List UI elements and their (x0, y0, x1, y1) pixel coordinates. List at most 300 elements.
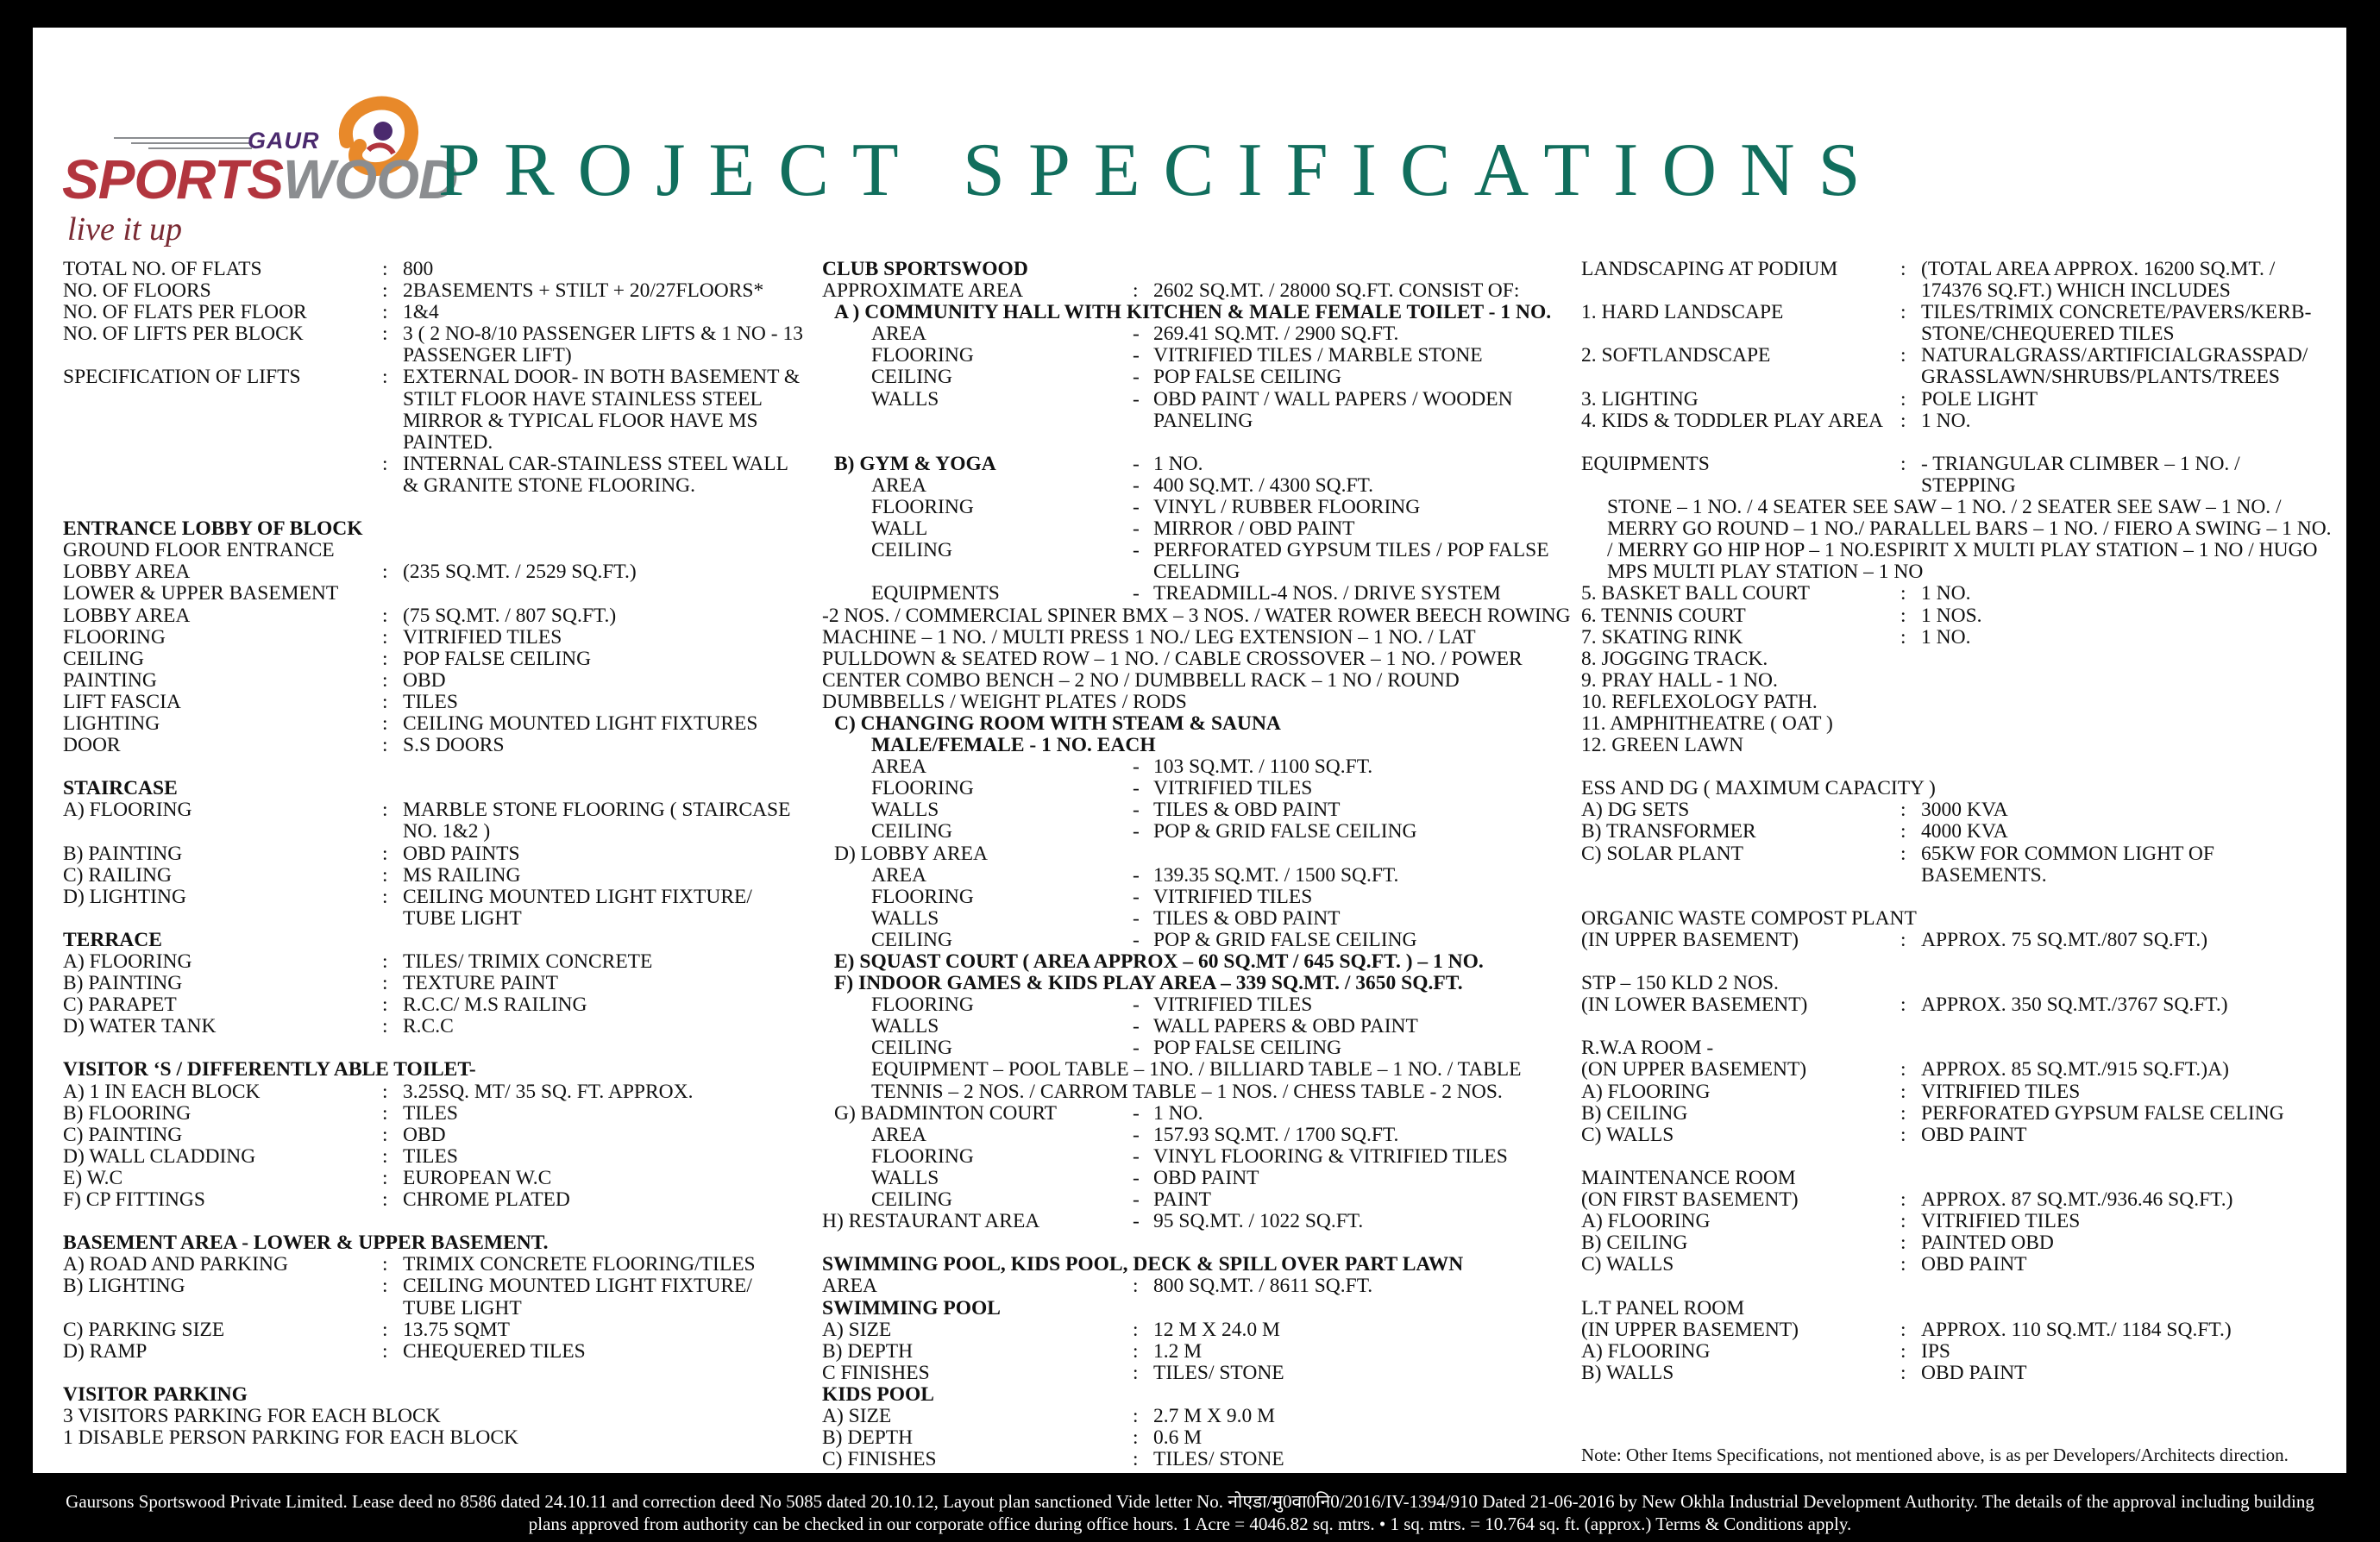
specification-sheet (33, 28, 2346, 1473)
separator: : (1133, 1318, 1139, 1341)
spacer (63, 497, 805, 518)
spec-value: VITRIFIED TILES (1921, 1210, 2081, 1233)
logo-wood-text: WOOD (283, 148, 458, 210)
separator: - (1133, 1123, 1140, 1146)
spec-label: D) WALL CLADDING (63, 1144, 256, 1168)
legal-footer (0, 1490, 2380, 1535)
spec-label: TOTAL NO. OF FLATS (63, 258, 262, 280)
separator: : (1900, 1318, 1906, 1341)
spec-label: WALLS (871, 906, 939, 930)
spec-label: A) FLOORING (63, 799, 192, 822)
separator: : (1900, 1188, 1906, 1212)
spec-row (63, 843, 805, 865)
spec-value: CEILING MOUNTED LIGHT FIXTURE/ TUBE LIGHT (403, 885, 752, 930)
spec-row (822, 1341, 1581, 1363)
separator: : (382, 885, 388, 908)
spec-value: S.S DOORS (403, 734, 505, 757)
spec-row (63, 1189, 805, 1211)
separator: - (1133, 517, 1140, 541)
spec-row (1581, 259, 2332, 302)
spec-row (63, 367, 805, 453)
section-heading: VISITOR PARKING (63, 1382, 248, 1406)
subsection-heading: F) INDOOR GAMES & KIDS PLAY AREA – 339 SQ.MT. / 3650 SQ.FT. (834, 972, 1463, 995)
text-line: STP – 150 KLD 2 NOS. (1581, 972, 1779, 995)
spec-label: LOBBY AREA (63, 604, 191, 627)
spec-label: A) FLOORING (63, 950, 192, 973)
legal-line-1: Gaursons Sportswood Private Limited. Lease deed no 8586 dated 24.10.11 and correction deed No 5085 dated 20.10.12, Layout plan sanctioned Vide letter No. नोएडा/मु0वा0नि0/2016/IV-1394/910 Dated 21-06-2016 by New Okhla Industrial Development Authority. The details of the approval including building (66, 1491, 2314, 1512)
section-heading: KIDS POOL (822, 1382, 934, 1406)
spec-value: PERFORATED GYPSUM TILES / POP FALSE CELLING (1153, 539, 1549, 584)
separator: - (1133, 366, 1140, 389)
spec-row (822, 994, 1581, 1016)
spec-label: B) TRANSFORMER (1581, 820, 1756, 843)
spec-label: NO. OF LIFTS PER BLOCK (63, 323, 304, 346)
spec-row (822, 865, 1581, 887)
spec-value: APPROX. 350 SQ.MT./3767 SQ.FT.) (1921, 994, 2228, 1017)
spec-value: OBD PAINT (1153, 1166, 1259, 1189)
spec-label: B) CEILING (1581, 1101, 1688, 1125)
spec-label: GROUND FLOOR ENTRANCE (63, 539, 335, 562)
text-line: MAINTENANCE ROOM (1581, 1166, 1796, 1189)
text-line: 10. REFLEXOLOGY PATH. (1581, 690, 1818, 713)
spec-row (822, 1449, 1581, 1470)
spec-value: 3 ( 2 NO-8/10 PASSENGER LIFTS & 1 NO - 13 PASSENGER LIFT) (403, 323, 803, 367)
spec-label: AREA (822, 1275, 877, 1298)
separator: : (382, 1188, 388, 1212)
spec-value: VINYL / RUBBER FLOORING (1153, 496, 1421, 519)
spec-label: AREA (871, 473, 926, 497)
legal-line-2: plans approved from authority can be checked in our corporate office during office hours. 1 Acre = 4046.82 sq. mtrs. • 1 sq. mtrs. = 10.764 sq. ft. (approx.) Terms & Conditions apply. (528, 1514, 1852, 1534)
separator: : (1900, 1101, 1906, 1125)
separator: : (1900, 799, 1906, 822)
spec-label: FLOORING (871, 994, 974, 1017)
separator: - (1133, 344, 1140, 367)
spec-label: B) PAINTING (63, 972, 183, 995)
spec-value: 800 SQ.MT. / 8611 SQ.FT. (1153, 1275, 1373, 1298)
spec-value: PAINTED OBD (1921, 1232, 2054, 1255)
separator: - (1133, 1037, 1140, 1060)
spec-row (822, 345, 1581, 367)
gaur-sportswood-logo (62, 64, 458, 248)
spec-row (822, 778, 1581, 799)
spec-label: EQUIPMENTS (871, 582, 1000, 605)
spec-row (63, 713, 805, 735)
spec-row (1581, 345, 2332, 388)
spec-row (63, 973, 805, 994)
spec-row (63, 799, 805, 843)
spec-label: SPECIFICATION OF LIFTS (63, 366, 301, 389)
spec-label: A) ROAD AND PARKING (63, 1253, 288, 1276)
spec-label: C) RAILING (63, 863, 172, 887)
spec-value: OBD PAINT / WALL PAPERS / WOODEN PANELING (1153, 387, 1513, 432)
spec-row (1581, 411, 2332, 432)
spec-value: MS RAILING (403, 863, 521, 887)
spec-value: TILES/TRIMIX CONCRETE/PAVERS/KERB-STONE/CHEQUERED TILES (1921, 301, 2312, 346)
spec-value: 139.35 SQ.MT. / 1500 SQ.FT. (1153, 863, 1399, 887)
spec-row (1581, 1189, 2332, 1211)
separator: : (382, 323, 388, 346)
spec-label: WALL (871, 517, 928, 541)
spec-label: LANDSCAPING AT PODIUM (1581, 258, 1838, 280)
spec-label: CEILING (871, 1037, 952, 1060)
separator: : (1900, 387, 1906, 411)
separator: : (382, 734, 388, 757)
spec-value: VITRIFIED TILES (403, 625, 562, 649)
spec-value: INTERNAL CAR-STAINLESS STEEL WALL & GRANITE STONE FLOORING. (403, 452, 788, 497)
spec-row (822, 323, 1581, 345)
spacer (1581, 432, 2332, 454)
spec-value: OBD PAINTS (403, 842, 520, 865)
spec-row (1581, 821, 2332, 843)
spec-label: LIGHTING (63, 711, 160, 735)
separator: : (382, 647, 388, 670)
spec-row (63, 323, 805, 367)
separator: - (1133, 496, 1140, 519)
spec-label: WALLS (871, 387, 939, 411)
subsection-heading: E) SQUAST COURT ( AREA APPROX – 60 SQ.MT / 645 SQ.FT. ) – 1 NO. (834, 950, 1484, 973)
spec-value: TILES/ STONE (1153, 1361, 1284, 1384)
spec-value: TILES & OBD PAINT (1153, 799, 1341, 822)
text-line: 8. JOGGING TRACK. (1581, 647, 1768, 670)
spec-value: 2.7 M X 9.0 M (1153, 1404, 1276, 1427)
separator: - (1133, 885, 1140, 908)
spec-value: 3000 KVA (1921, 799, 2008, 822)
spec-row (822, 1103, 1581, 1125)
spec-value: 95 SQ.MT. / 1022 SQ.FT. (1153, 1210, 1364, 1233)
separator: : (1133, 1426, 1139, 1450)
spec-row (63, 1081, 805, 1103)
spec-value: POP FALSE CEILING (403, 647, 592, 670)
spec-value: MIRROR / OBD PAINT (1153, 517, 1355, 541)
spacer (63, 1211, 805, 1232)
spec-label: 2. SOFTLANDSCAPE (1581, 344, 1771, 367)
spec-row (1581, 1059, 2332, 1081)
spec-value: TREADMILL-4 NOS. / DRIVE SYSTEM (1153, 582, 1501, 605)
spec-label: D) LIGHTING (63, 885, 186, 908)
spec-value: VITRIFIED TILES (1153, 885, 1313, 908)
text-line: STONE – 1 NO. / 4 SEATER SEE SAW – 1 NO. / 2 SEATER SEE SAW – 1 NO. / MERRY GO ROUND – 1 NO./ PARALLEL BARS – 1 NO. / FIERO A SWING – 1 NO. / MERRY GO HIP HOP – 1 NO.ESPIRIT X MULTI PLAY STATION – 1 NO / HUGO MPS MULTI PLAY STATION – 1 NO (1607, 496, 2332, 584)
spec-row (1581, 454, 2332, 497)
spec-row (822, 518, 1581, 540)
spec-row (63, 454, 805, 497)
spec-label: C) WALLS (1581, 1253, 1674, 1276)
spec-label: WALLS (871, 799, 939, 822)
spec-label: (IN LOWER BASEMENT) (1581, 994, 1808, 1017)
spec-value: 157.93 SQ.MT. / 1700 SQ.FT. (1153, 1123, 1399, 1146)
spec-row (822, 1037, 1581, 1059)
spec-value: 1 NO. (1921, 625, 1971, 649)
spec-label: B) FLOORING (63, 1101, 192, 1125)
spec-row (63, 1276, 805, 1319)
spec-value: 800 (403, 258, 434, 280)
spacer (1581, 756, 2332, 778)
spec-row (822, 1363, 1581, 1384)
separator: : (1133, 1404, 1139, 1427)
spec-label: CEILING (871, 820, 952, 843)
spec-value: TILES (403, 690, 458, 713)
separator: : (1900, 625, 1906, 649)
footnote: Note: Other Items Specifications, not mentioned above, is as per Developers/Architects direction. (1581, 1445, 2289, 1465)
separator: : (382, 1015, 388, 1038)
spec-label: G) BADMINTON COURT (834, 1101, 1057, 1125)
spec-row (1581, 1319, 2332, 1341)
section-heading: STAIRCASE (63, 777, 178, 800)
spec-label: B) DEPTH (822, 1339, 914, 1363)
spec-value: PERFORATED GYPSUM FALSE CELING (1921, 1101, 2284, 1125)
spec-label: FLOORING (871, 1144, 974, 1168)
spec-value: 1 NOS. (1921, 604, 1982, 627)
spec-label: (IN UPPER BASEMENT) (1581, 1318, 1799, 1341)
spec-value: 4000 KVA (1921, 820, 2008, 843)
spec-value: APPROX. 87 SQ.MT./936.46 SQ.FT.) (1921, 1188, 2233, 1212)
spacer (1581, 951, 2332, 973)
spacer (822, 432, 1581, 454)
text-line: 3 VISITORS PARKING FOR EACH BLOCK (63, 1404, 441, 1427)
spec-row (63, 1146, 805, 1168)
spec-label: A) 1 IN EACH BLOCK (63, 1080, 261, 1103)
spec-value: OBD (403, 668, 446, 692)
separator: : (382, 842, 388, 865)
separator: - (1133, 994, 1140, 1017)
spec-row (63, 1168, 805, 1189)
spec-label: CEILING (871, 1188, 952, 1212)
spec-value: NATURALGRASS/ARTIFICIALGRASSPAD/ GRASSLAWN/SHRUBS/PLANTS/TREES (1921, 344, 2308, 389)
text-line: ESS AND DG ( MAXIMUM CAPACITY ) (1581, 777, 1936, 800)
spec-value: VITRIFIED TILES (1153, 777, 1313, 800)
spec-row (63, 1125, 805, 1146)
spec-value: IPS (1921, 1339, 1950, 1363)
spec-label: B) CEILING (1581, 1232, 1688, 1255)
spec-value: 12 M X 24.0 M (1153, 1318, 1280, 1341)
column-landscape (1581, 259, 2332, 1384)
spec-value: VITRIFIED TILES (1921, 1080, 2081, 1103)
spec-row (1581, 1211, 2332, 1232)
separator: : (1900, 994, 1906, 1017)
separator: : (382, 799, 388, 822)
spec-row (63, 951, 805, 973)
separator: : (1900, 409, 1906, 432)
section-heading: BASEMENT AREA - LOWER & UPPER BASEMENT. (63, 1232, 549, 1255)
spec-label: FLOORING (871, 496, 974, 519)
spec-row (63, 302, 805, 323)
spec-row (63, 627, 805, 649)
separator: : (382, 690, 388, 713)
spec-value: 103 SQ.MT. / 1100 SQ.FT. (1153, 755, 1373, 779)
separator: - (1133, 1210, 1140, 1233)
separator: : (1900, 301, 1906, 324)
spec-value: VITRIFIED TILES (1153, 994, 1313, 1017)
spec-row (63, 1103, 805, 1125)
separator: : (1900, 1253, 1906, 1276)
section-heading: CLUB SPORTSWOOD (822, 258, 1028, 280)
section-heading: ENTRANCE LOBBY OF BLOCK (63, 517, 363, 541)
separator: : (382, 604, 388, 627)
separator: : (382, 1339, 388, 1363)
logo-tagline: live it up (67, 211, 182, 248)
spec-row (822, 821, 1581, 843)
separator: : (1133, 1361, 1139, 1384)
spec-value: TILES/ STONE (1153, 1448, 1284, 1471)
separator: - (1133, 1166, 1140, 1189)
logo-sports-text: SPORTS (62, 148, 283, 210)
separator: : (382, 668, 388, 692)
spec-value: VINYL FLOORING & VITRIFIED TILES (1153, 1144, 1508, 1168)
spec-row (63, 994, 805, 1016)
spacer (1581, 1276, 2332, 1297)
spec-label: EQUIPMENTS (1581, 452, 1710, 475)
separator: : (1133, 279, 1139, 303)
separator: - (1133, 1144, 1140, 1168)
logo-wordmark (62, 148, 458, 210)
spec-label: CEILING (63, 647, 144, 670)
separator: - (1133, 323, 1140, 346)
spec-value: 3.25SQ. MT/ 35 SQ. FT. APPROX. (403, 1080, 694, 1103)
spec-row (63, 670, 805, 692)
separator: : (1900, 1058, 1906, 1081)
spec-label: C) SOLAR PLANT (1581, 842, 1744, 865)
spec-value: PAINT (1153, 1188, 1212, 1212)
spec-row (1581, 799, 2332, 821)
section-heading: SWIMMING POOL (822, 1296, 1001, 1319)
spec-row (822, 1168, 1581, 1189)
spec-value: 65KW FOR COMMON LIGHT OF BASEMENTS. (1921, 842, 2214, 887)
spec-value: APPROX. 85 SQ.MT./915 SQ.FT.)A) (1921, 1058, 2229, 1081)
spec-label: 4. KIDS & TODDLER PLAY AREA (1581, 409, 1883, 432)
section-heading: TERRACE (63, 928, 162, 951)
spec-row (63, 605, 805, 627)
spec-label: FLOORING (871, 885, 974, 908)
spec-row (1581, 843, 2332, 887)
spec-row (822, 280, 1581, 302)
spec-value: APPROX. 110 SQ.MT./ 1184 SQ.FT.) (1921, 1318, 2232, 1341)
spacer (1581, 1016, 2332, 1037)
separator: : (382, 1101, 388, 1125)
spec-value: OBD PAINT (1921, 1123, 2027, 1146)
spec-row (1581, 302, 2332, 345)
subsection-heading: MALE/FEMALE - 1 NO. EACH (871, 734, 1156, 757)
spec-value: 0.6 M (1153, 1426, 1203, 1450)
spec-label: 6. TENNIS COURT (1581, 604, 1746, 627)
spec-label: LOWER & UPPER BASEMENT (63, 582, 339, 605)
spec-row (63, 692, 805, 713)
spec-row (822, 887, 1581, 908)
spec-row (822, 1427, 1581, 1449)
spacer (1581, 887, 2332, 908)
spec-row (822, 1189, 1581, 1211)
spec-value: OBD (403, 1123, 446, 1146)
spec-row (822, 930, 1581, 951)
spec-row (822, 1276, 1581, 1297)
spec-label: C) WALLS (1581, 1123, 1674, 1146)
spec-row (822, 908, 1581, 930)
separator: : (1900, 344, 1906, 367)
spec-value: TILES & OBD PAINT (1153, 906, 1341, 930)
spec-value: CHROME PLATED (403, 1188, 570, 1212)
separator: : (1900, 452, 1906, 475)
separator: - (1133, 582, 1140, 605)
spec-value: POP FALSE CEILING (1153, 366, 1342, 389)
spec-label: D) WATER TANK (63, 1015, 217, 1038)
spec-label: C) FINISHES (822, 1448, 937, 1471)
spec-label: LOBBY AREA (63, 561, 191, 584)
separator: : (382, 561, 388, 584)
column-club (822, 259, 1581, 1470)
separator: - (1133, 452, 1140, 475)
separator: - (1133, 777, 1140, 800)
text-line: ORGANIC WASTE COMPOST PLANT (1581, 906, 1917, 930)
spec-label: APPROXIMATE AREA (822, 279, 1024, 303)
spec-row (822, 1211, 1581, 1232)
separator: - (1133, 906, 1140, 930)
spec-value: VITRIFIED TILES / MARBLE STONE (1153, 344, 1483, 367)
spec-value: R.C.C/ M.S RAILING (403, 994, 587, 1017)
spec-value: (75 SQ.MT. / 807 SQ.FT.) (403, 604, 617, 627)
spec-label: A) SIZE (822, 1404, 892, 1427)
spec-value: EXTERNAL DOOR- IN BOTH BASEMENT & STILT FLOOR HAVE STAINLESS STEEL MIRROR & TYPICAL FLOOR HAVE MS PAINTED. (403, 366, 801, 454)
spec-row (1581, 583, 2332, 605)
spec-value: 1 NO. (1153, 1101, 1203, 1125)
text-line: 1 DISABLE PERSON PARKING FOR EACH BLOCK (63, 1426, 518, 1450)
spec-value: POP & GRID FALSE CEILING (1153, 928, 1417, 951)
spec-label: CEILING (871, 366, 952, 389)
spec-label: PAINTING (63, 668, 157, 692)
spec-label: A) FLOORING (1581, 1210, 1711, 1233)
separator: - (1133, 387, 1140, 411)
spec-value: POP FALSE CEILING (1153, 1037, 1342, 1060)
spec-value: MARBLE STONE FLOORING ( STAIRCASE NO. 1&2 ) (403, 799, 791, 843)
section-heading: SWIMMING POOL, KIDS POOL, DECK & SPILL OVER PART LAWN (822, 1253, 1464, 1276)
spec-value: (TOTAL AREA APPROX. 16200 SQ.MT. / 174376 SQ.FT.) WHICH INCLUDES (1921, 258, 2276, 303)
separator: - (1133, 1015, 1140, 1038)
spec-value: 1&4 (403, 301, 439, 324)
spec-row (1581, 1081, 2332, 1103)
spec-row (63, 1254, 805, 1276)
spec-label: (ON UPPER BASEMENT) (1581, 1058, 1807, 1081)
subsection-heading: C) CHANGING ROOM WITH STEAM & SAUNA (834, 711, 1281, 735)
separator: : (382, 711, 388, 735)
spec-label: 7. SKATING RINK (1581, 625, 1743, 649)
spec-label: WALLS (871, 1015, 939, 1038)
text-line: 12. GREEN LAWN (1581, 734, 1744, 757)
spec-label: D) RAMP (63, 1339, 148, 1363)
separator: - (1133, 799, 1140, 822)
separator: : (1900, 582, 1906, 605)
separator: : (382, 452, 388, 475)
spec-row (1581, 994, 2332, 1016)
separator: : (382, 950, 388, 973)
spec-value: - TRIANGULAR CLIMBER – 1 NO. / STEPPING (1921, 452, 2240, 497)
spec-value: R.C.C (403, 1015, 454, 1038)
separator: : (1900, 604, 1906, 627)
spec-label: (ON FIRST BASEMENT) (1581, 1188, 1799, 1212)
spec-value: TILES/ TRIMIX CONCRETE (403, 950, 653, 973)
separator: : (382, 1144, 388, 1168)
spec-label: AREA (871, 1123, 926, 1146)
spec-value: TILES (403, 1144, 458, 1168)
spec-row (63, 1319, 805, 1341)
spec-label: A) FLOORING (1581, 1080, 1711, 1103)
spec-label: B) WALLS (1581, 1361, 1674, 1384)
separator: : (382, 863, 388, 887)
spec-row (822, 1146, 1581, 1168)
separator: : (382, 1275, 388, 1298)
spec-label: DOOR (63, 734, 121, 757)
separator: - (1133, 755, 1140, 779)
spec-value: POLE LIGHT (1921, 387, 2038, 411)
spec-row (822, 1125, 1581, 1146)
text-line: 11. AMPHITHEATRE ( OAT ) (1581, 711, 1833, 735)
spec-label: C) PARAPET (63, 994, 177, 1017)
